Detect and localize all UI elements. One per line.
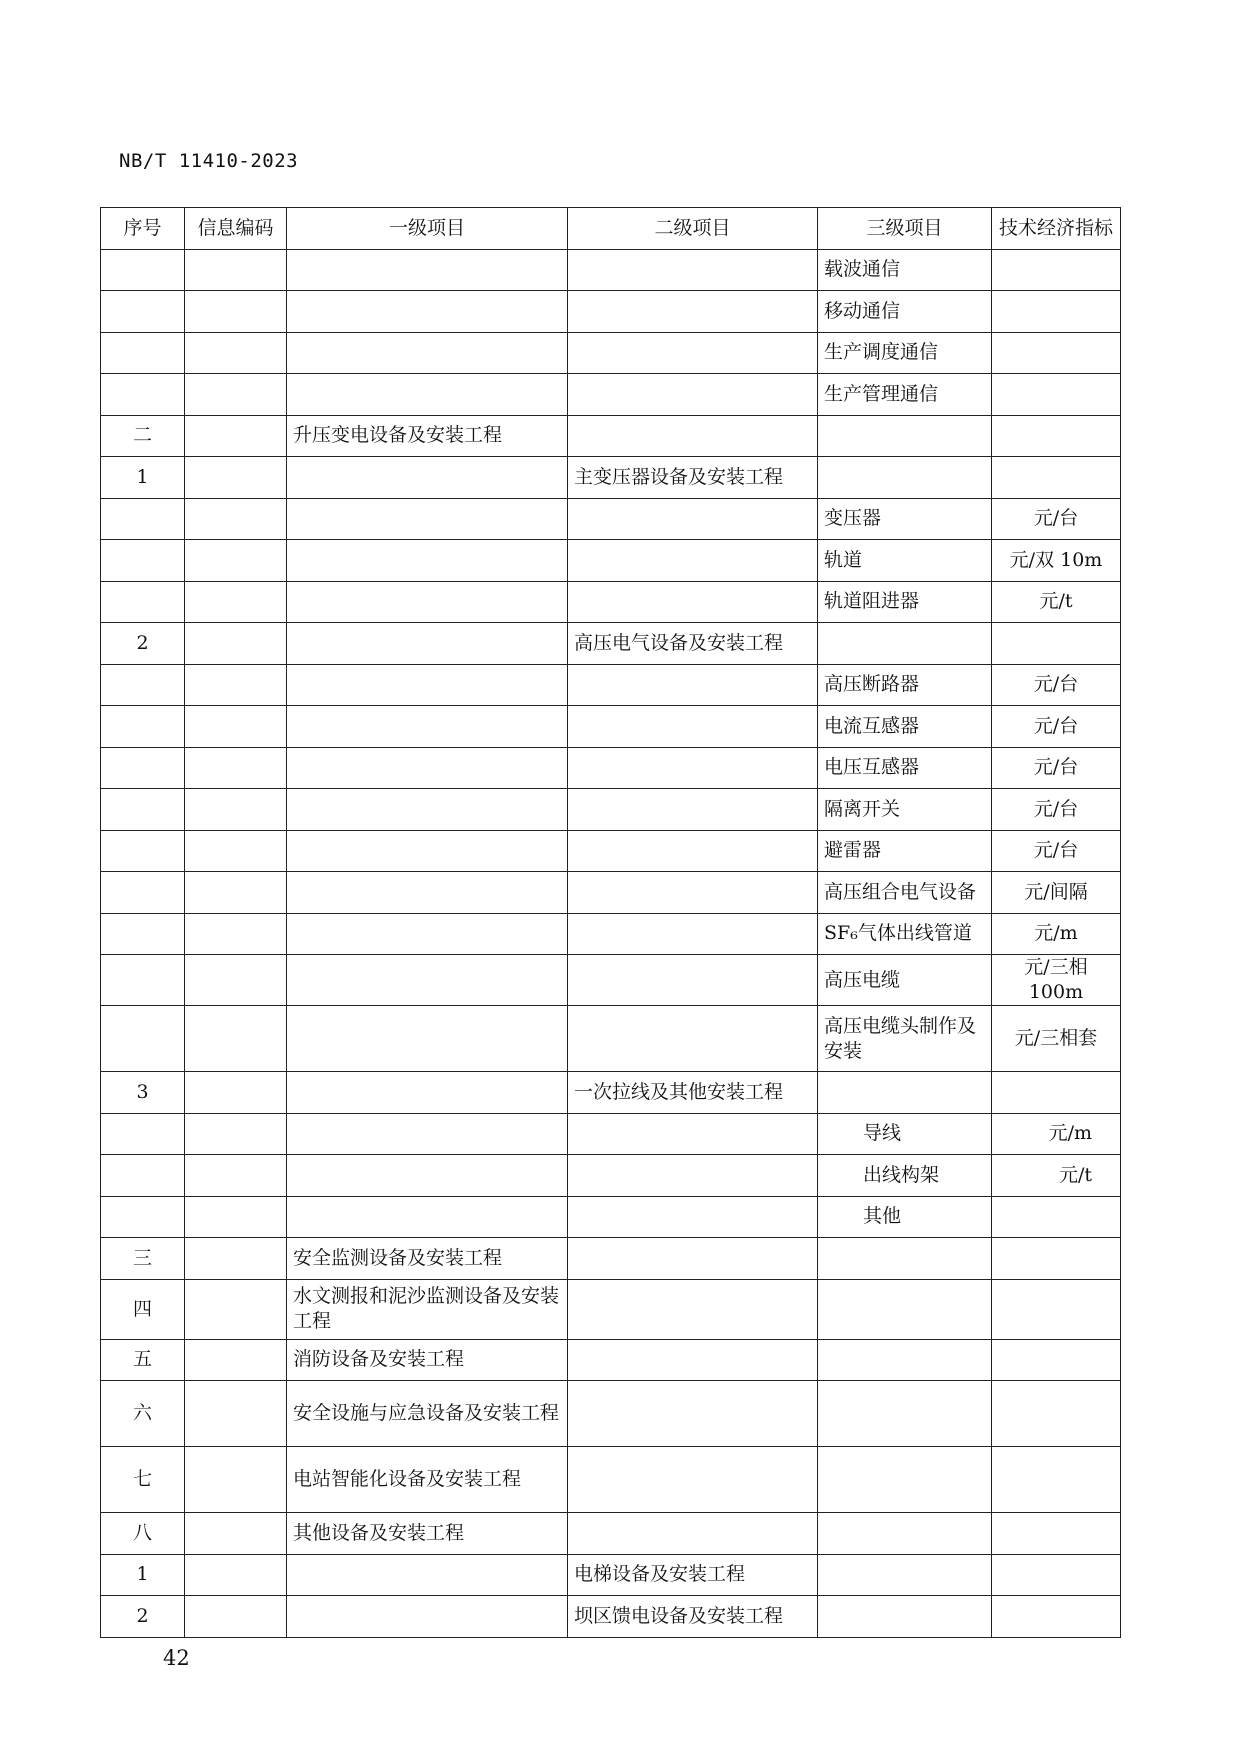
table-row — [101, 1554, 1121, 1596]
cell-info-code — [185, 1513, 287, 1555]
cell-seq — [101, 706, 185, 748]
cell-seq: 三 — [101, 1238, 185, 1280]
cell-info-code — [185, 540, 287, 582]
cell-indicator — [992, 1196, 1121, 1238]
table-row — [101, 249, 1121, 291]
table-row — [101, 1113, 1121, 1155]
table-row — [101, 291, 1121, 333]
cell-indicator: 元/台 — [992, 706, 1121, 748]
cell-seq — [101, 1196, 185, 1238]
cell-level2 — [568, 706, 818, 748]
cell-level3 — [818, 1339, 992, 1381]
cell-level1 — [287, 249, 568, 291]
header-level2: 二级项目 — [568, 208, 818, 250]
table-row — [101, 1155, 1121, 1197]
cell-level3: SF₆气体出线管道 — [818, 913, 992, 955]
cell-seq — [101, 291, 185, 333]
cell-level2 — [568, 872, 818, 914]
cell-level1 — [287, 1554, 568, 1596]
cell-level1 — [287, 291, 568, 333]
cell-level3 — [818, 1072, 992, 1114]
cell-level1 — [287, 1155, 568, 1197]
cell-level2 — [568, 664, 818, 706]
cell-seq: 七 — [101, 1447, 185, 1513]
cell-level3: 高压组合电气设备 — [818, 872, 992, 914]
cell-info-code — [185, 913, 287, 955]
cell-indicator: 元/间隔 — [992, 872, 1121, 914]
header-level3: 三级项目 — [818, 208, 992, 250]
cell-level2 — [568, 955, 818, 1006]
cell-level2 — [568, 540, 818, 582]
cell-seq: 2 — [101, 1596, 185, 1638]
cell-indicator — [992, 1339, 1121, 1381]
cell-indicator: 元/台 — [992, 830, 1121, 872]
cell-seq: 1 — [101, 1554, 185, 1596]
cell-indicator: 元/台 — [992, 747, 1121, 789]
cell-indicator — [992, 374, 1121, 416]
cell-seq: 八 — [101, 1513, 185, 1555]
cell-level3 — [818, 1447, 992, 1513]
cell-level3 — [818, 1238, 992, 1280]
cell-indicator — [992, 332, 1121, 374]
cell-level2 — [568, 1238, 818, 1280]
cell-seq — [101, 374, 185, 416]
cell-seq — [101, 332, 185, 374]
cell-level2 — [568, 1447, 818, 1513]
cell-level2 — [568, 291, 818, 333]
cell-info-code — [185, 1554, 287, 1596]
table-row — [101, 1513, 1121, 1555]
table-row — [101, 955, 1121, 1006]
cell-seq — [101, 872, 185, 914]
cell-seq — [101, 581, 185, 623]
cell-seq — [101, 1006, 185, 1072]
cell-level1 — [287, 581, 568, 623]
table-row — [101, 1238, 1121, 1280]
table-row — [101, 581, 1121, 623]
table-row — [101, 1072, 1121, 1114]
cell-info-code — [185, 374, 287, 416]
cell-level2 — [568, 789, 818, 831]
cell-info-code — [185, 955, 287, 1006]
cell-info-code — [185, 457, 287, 499]
header-info-code: 信息编码 — [185, 208, 287, 250]
cell-level3: 避雷器 — [818, 830, 992, 872]
cell-level1 — [287, 872, 568, 914]
cell-level3: 高压断路器 — [818, 664, 992, 706]
cell-indicator — [992, 291, 1121, 333]
table-body — [101, 249, 1121, 1637]
cell-level3: 高压电缆头制作及安装 — [818, 1006, 992, 1072]
cell-level3: 轨道 — [818, 540, 992, 582]
cell-level2: 坝区馈电设备及安装工程 — [568, 1596, 818, 1638]
cell-level1: 升压变电设备及安装工程 — [287, 415, 568, 457]
table-row — [101, 415, 1121, 457]
cell-level3 — [818, 457, 992, 499]
cell-level3: 导线 — [818, 1113, 992, 1155]
table-header-row — [101, 208, 1121, 250]
cell-indicator — [992, 1447, 1121, 1513]
cell-indicator — [992, 1279, 1121, 1339]
table-row — [101, 498, 1121, 540]
cell-seq — [101, 1155, 185, 1197]
cell-indicator — [992, 1513, 1121, 1555]
cell-level2 — [568, 830, 818, 872]
cell-seq — [101, 540, 185, 582]
cell-indicator — [992, 1072, 1121, 1114]
cell-indicator — [992, 1554, 1121, 1596]
cell-info-code — [185, 664, 287, 706]
cell-seq — [101, 249, 185, 291]
cell-level2: 主变压器设备及安装工程 — [568, 457, 818, 499]
cell-level2 — [568, 913, 818, 955]
cell-level1 — [287, 332, 568, 374]
cell-level1 — [287, 1072, 568, 1114]
cell-seq — [101, 830, 185, 872]
cell-level1 — [287, 789, 568, 831]
cell-info-code — [185, 1006, 287, 1072]
cell-seq: 3 — [101, 1072, 185, 1114]
table-row — [101, 540, 1121, 582]
cell-level2 — [568, 249, 818, 291]
cell-level2 — [568, 1339, 818, 1381]
header-seq: 序号 — [101, 208, 185, 250]
cell-level3: 轨道阻进器 — [818, 581, 992, 623]
cell-info-code — [185, 623, 287, 665]
table-row — [101, 1196, 1121, 1238]
cell-level2 — [568, 498, 818, 540]
cell-info-code — [185, 830, 287, 872]
cell-level1 — [287, 623, 568, 665]
cell-info-code — [185, 1447, 287, 1513]
cell-level2 — [568, 415, 818, 457]
cell-info-code — [185, 1381, 287, 1447]
cell-level3 — [818, 415, 992, 457]
cell-indicator: 元/三相套 — [992, 1006, 1121, 1072]
table-row — [101, 1006, 1121, 1072]
cell-info-code — [185, 581, 287, 623]
cell-level3: 出线构架 — [818, 1155, 992, 1197]
cell-seq: 二 — [101, 415, 185, 457]
cell-info-code — [185, 872, 287, 914]
cell-info-code — [185, 332, 287, 374]
cell-seq — [101, 498, 185, 540]
cell-level3: 隔离开关 — [818, 789, 992, 831]
cell-level2 — [568, 1113, 818, 1155]
cell-indicator: 元/台 — [992, 664, 1121, 706]
cell-indicator: 元/t — [992, 581, 1121, 623]
cell-level3: 电压互感器 — [818, 747, 992, 789]
cell-seq: 六 — [101, 1381, 185, 1447]
cell-level1 — [287, 540, 568, 582]
cell-seq — [101, 913, 185, 955]
cell-level1 — [287, 706, 568, 748]
cell-info-code — [185, 747, 287, 789]
cell-indicator: 元/三相 100m — [992, 955, 1121, 1006]
cell-level2 — [568, 747, 818, 789]
cell-info-code — [185, 1113, 287, 1155]
cell-level3: 电流互感器 — [818, 706, 992, 748]
project-breakdown-table — [100, 207, 1121, 1638]
cell-seq — [101, 747, 185, 789]
table-row — [101, 1596, 1121, 1638]
cell-indicator: 元/m — [992, 913, 1121, 955]
cell-seq: 五 — [101, 1339, 185, 1381]
cell-level2 — [568, 1381, 818, 1447]
cell-level1 — [287, 830, 568, 872]
cell-seq — [101, 955, 185, 1006]
cell-indicator — [992, 415, 1121, 457]
cell-level1 — [287, 747, 568, 789]
cell-level2 — [568, 1196, 818, 1238]
table-row — [101, 872, 1121, 914]
cell-level2 — [568, 374, 818, 416]
cell-level3: 移动通信 — [818, 291, 992, 333]
cell-level1: 安全设施与应急设备及安装工程 — [287, 1381, 568, 1447]
cell-info-code — [185, 415, 287, 457]
table-row — [101, 1381, 1121, 1447]
cell-indicator: 元/m — [992, 1113, 1121, 1155]
cell-indicator — [992, 1381, 1121, 1447]
cell-level1 — [287, 498, 568, 540]
cell-indicator: 元/双 10m — [992, 540, 1121, 582]
cell-level3: 高压电缆 — [818, 955, 992, 1006]
page-number: 42 — [163, 1646, 190, 1670]
header-level1: 一级项目 — [287, 208, 568, 250]
cell-level3: 载波通信 — [818, 249, 992, 291]
cell-level2 — [568, 1155, 818, 1197]
cell-level2 — [568, 1279, 818, 1339]
cell-level1 — [287, 913, 568, 955]
cell-seq — [101, 1113, 185, 1155]
cell-info-code — [185, 498, 287, 540]
cell-level1: 其他设备及安装工程 — [287, 1513, 568, 1555]
cell-level1 — [287, 457, 568, 499]
table-row — [101, 1279, 1121, 1339]
cell-level1 — [287, 1196, 568, 1238]
cell-level1 — [287, 374, 568, 416]
cell-level2 — [568, 581, 818, 623]
cell-level1: 消防设备及安装工程 — [287, 1339, 568, 1381]
cell-level1 — [287, 1006, 568, 1072]
cell-info-code — [185, 291, 287, 333]
cell-info-code — [185, 1279, 287, 1339]
cell-level2: 电梯设备及安装工程 — [568, 1554, 818, 1596]
cell-level2 — [568, 1006, 818, 1072]
table-row — [101, 1339, 1121, 1381]
cell-level3 — [818, 1381, 992, 1447]
cell-level1 — [287, 955, 568, 1006]
cell-level3: 其他 — [818, 1196, 992, 1238]
cell-level1 — [287, 1596, 568, 1638]
cell-level3: 变压器 — [818, 498, 992, 540]
cell-indicator — [992, 623, 1121, 665]
cell-level1 — [287, 664, 568, 706]
cell-info-code — [185, 706, 287, 748]
cell-info-code — [185, 789, 287, 831]
cell-level2 — [568, 1513, 818, 1555]
cell-seq: 四 — [101, 1279, 185, 1339]
table-row — [101, 664, 1121, 706]
cell-level2 — [568, 332, 818, 374]
cell-level2: 高压电气设备及安装工程 — [568, 623, 818, 665]
cell-level3 — [818, 1554, 992, 1596]
cell-indicator: 元/t — [992, 1155, 1121, 1197]
cell-level3 — [818, 1279, 992, 1339]
table-row — [101, 706, 1121, 748]
cell-level3 — [818, 623, 992, 665]
cell-seq — [101, 664, 185, 706]
cell-seq: 1 — [101, 457, 185, 499]
table-row — [101, 789, 1121, 831]
cell-indicator — [992, 457, 1121, 499]
table-row — [101, 747, 1121, 789]
cell-info-code — [185, 1072, 287, 1114]
cell-seq: 2 — [101, 623, 185, 665]
cell-indicator — [992, 1238, 1121, 1280]
cell-info-code — [185, 1596, 287, 1638]
cell-level3: 生产调度通信 — [818, 332, 992, 374]
cell-level2: 一次拉线及其他安装工程 — [568, 1072, 818, 1114]
table-row — [101, 457, 1121, 499]
table-row — [101, 623, 1121, 665]
cell-level3: 生产管理通信 — [818, 374, 992, 416]
cell-info-code — [185, 1339, 287, 1381]
table-row — [101, 374, 1121, 416]
cell-info-code — [185, 1155, 287, 1197]
table-row — [101, 913, 1121, 955]
cell-seq — [101, 789, 185, 831]
cell-level1: 水文测报和泥沙监测设备及安装工程 — [287, 1279, 568, 1339]
cell-level3 — [818, 1596, 992, 1638]
cell-level1 — [287, 1113, 568, 1155]
cell-indicator — [992, 249, 1121, 291]
table-row — [101, 1447, 1121, 1513]
cell-indicator: 元/台 — [992, 498, 1121, 540]
table-row — [101, 332, 1121, 374]
cell-info-code — [185, 1238, 287, 1280]
header-indicator: 技术经济指标 — [992, 208, 1121, 250]
cell-level3 — [818, 1513, 992, 1555]
cell-indicator — [992, 1596, 1121, 1638]
cell-level1: 安全监测设备及安装工程 — [287, 1238, 568, 1280]
cell-indicator: 元/台 — [992, 789, 1121, 831]
table-row — [101, 830, 1121, 872]
cell-level1: 电站智能化设备及安装工程 — [287, 1447, 568, 1513]
cell-info-code — [185, 249, 287, 291]
document-code: NB/T 11410-2023 — [119, 150, 299, 172]
cell-info-code — [185, 1196, 287, 1238]
